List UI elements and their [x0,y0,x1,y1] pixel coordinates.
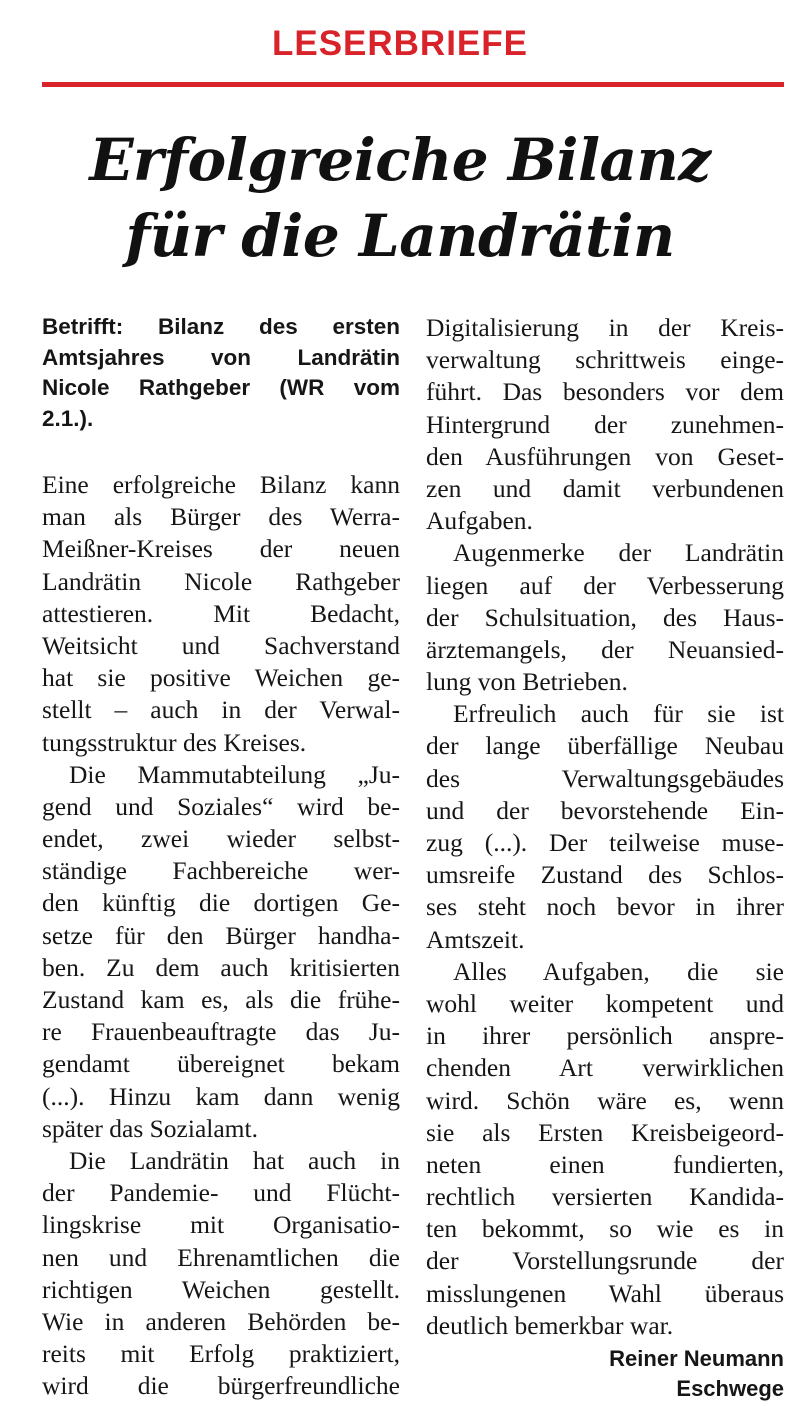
text-line: gendamt übereignet bekam [42,1049,400,1079]
text-line: den Ausführungen von Geset- [426,441,784,471]
text-line: ses steht noch bevor in ihrer [426,892,784,922]
text-line: der Vorstellungsrunde der [426,1246,784,1276]
author-name: Reiner Neumann [609,1346,784,1371]
text-line: neten einen fundierten, [426,1149,784,1179]
text-line: Eine erfolgreiche Bilanz kann [42,470,400,499]
headline-line-1: Erfolgreiche Bilanz [89,126,711,194]
section-label: LESERBRIEFE [271,24,529,63]
text-line: umsreife Zustand des Schlos- [426,860,784,890]
text-line: hat sie positive Weichen ge- [42,663,400,693]
text-line: wohl weiter kompetent und [426,988,784,1018]
text-line: ständige Fachbereiche wer- [42,856,400,886]
author-place: Eschwege [676,1376,784,1401]
text-line: deutlich bemerkbar war. [426,1310,674,1340]
text-line: Erfreulich auch für sie ist [453,699,784,729]
text-line: wird die bürgerfreundliche [42,1371,400,1401]
text-line: Landrätin Nicole Rathgeber [42,566,400,596]
text-line: re Frauenbeauftragte das Ju- [42,1017,400,1047]
text-line: nen und Ehrenamtlichen die [42,1242,400,1272]
text-line: Weitsicht und Sachverstand [42,630,400,660]
text-line: den künftig die dortigen Ge- [42,888,400,918]
text-line: Die Landrätin hat auch in [69,1145,400,1175]
text-line: der lange überfällige Neubau [426,731,784,761]
article-headline [0,122,800,274]
text-line: wird. Schön wäre es, wenn [426,1085,784,1115]
section-divider [42,82,784,87]
text-line: ben. Zu dem auch kritisierten [42,952,400,982]
body-text-left [42,469,400,1402]
text-line: tungsstruktur des Kreises. [42,727,307,757]
text-line: misslungenen Wahl überaus [426,1278,784,1308]
text-line: Zustand kam es, als die frühe- [42,985,400,1014]
text-line: verwaltung schrittweis einge- [426,345,784,375]
body-text-right [426,312,784,1342]
subject-line [42,312,400,434]
subject-text-line: 2.1.). [42,405,94,431]
text-line: stellt – auch in der Verwal- [42,695,400,725]
text-line: Meißner-Kreises der neuen [42,534,400,564]
text-line: zen und damit verbundenen [426,473,784,503]
text-line: lung von Betrieben. [426,667,628,697]
text-line: Aufgaben. [426,506,533,536]
text-line: Die Mammutabteilung „Ju- [69,759,400,789]
text-line: richtigen Weichen gestellt. [42,1274,400,1304]
text-line: (...). Hinzu kam dann wenig [42,1081,400,1111]
text-line: ärztemangels, der Neuansied- [426,634,784,664]
text-line: setze für den Bürger handha- [42,920,400,950]
text-line: des Verwaltungsgebäudes [426,763,784,793]
text-line: chenden Art verwirklichen [426,1053,784,1083]
text-line: rechtlich versierten Kandida- [426,1182,784,1212]
text-line: attestieren. Mit Bedacht, [42,598,400,628]
text-line: führt. Das besonders vor dem [426,377,784,407]
text-line: später das Sozialamt. [42,1113,258,1143]
subject-text-line: Betrifft: Bilanz des ersten [42,314,400,339]
text-line: der Pandemie- und Flücht- [42,1178,400,1208]
right-column [426,312,784,1404]
text-line: endet, zwei wieder selbst- [42,824,400,854]
text-line: lingskrise mit Organisatio- [42,1210,400,1240]
text-line: gend und Soziales“ wird be- [42,791,400,821]
left-column [42,312,400,1402]
text-line: zug (...). Der teilweise muse- [426,828,784,857]
text-line: der Schulsituation, des Haus- [426,602,784,632]
subject-text-line: Nicole Rathgeber (WR vom [42,375,400,400]
headline-line-2: für die Landrätin [125,202,675,270]
text-line: reits mit Erfolg praktiziert, [42,1339,400,1369]
subject-gap [42,434,400,469]
text-line: sie als Ersten Kreisbeigeord- [426,1117,784,1147]
text-line: man als Bürger des Werra- [42,502,400,532]
text-line: Hintergrund der zunehmen- [426,409,784,439]
text-line: Wie in anderen Behörden be- [42,1306,400,1336]
text-line: Augenmerke der Landrätin [453,538,784,568]
text-line: ten bekommt, so wie es in [426,1214,784,1244]
text-line: Digitalisierung in der Kreis- [426,313,784,342]
text-line: und der bevorstehende Ein- [426,795,784,825]
text-line: liegen auf der Verbesserung [426,570,784,600]
text-line: in ihrer persönlich anspre- [426,1021,784,1051]
text-line: Alles Aufgaben, die sie [453,956,784,986]
subject-text-line: Amtsjahres von Landrätin [42,344,400,370]
text-line: Amtszeit. [426,924,525,954]
